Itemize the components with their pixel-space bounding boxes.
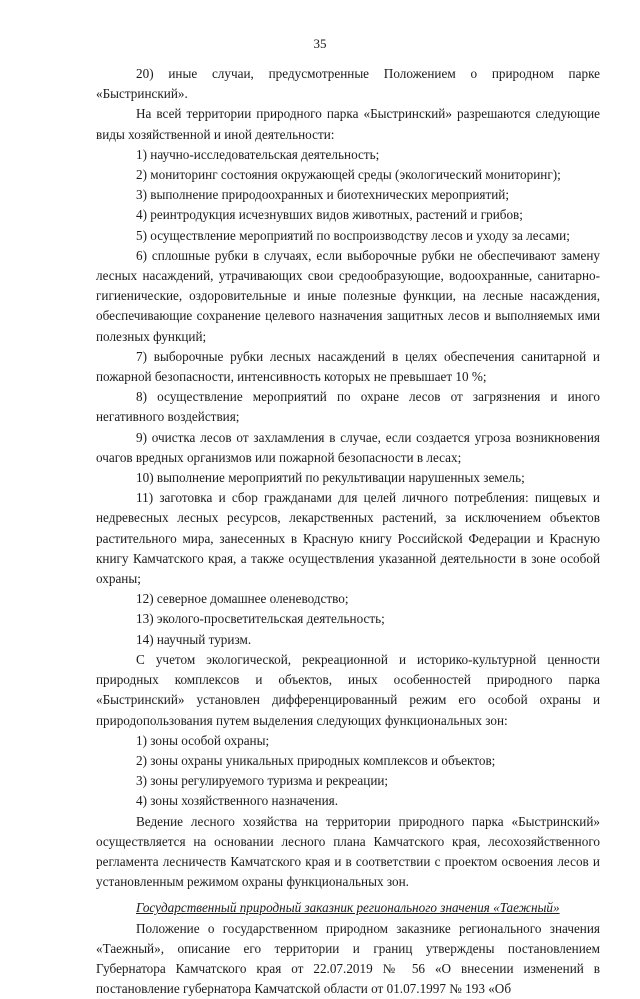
list-item: 2) мониторинг состояния окружающей среды (экологический мониторинг); bbox=[136, 167, 561, 183]
list-item: 6) сплошные рубки в случаях, если выборочные рубки не обеспечивают замену лесных насаждений, утрачивающих свои средообразующие, водоохранные, санитарно-гигиенические, оздоровительные и иные полезные функции, на лесные насаждения, обеспечивающие сохранение целевого назначения защитных лесов и выполняемых ими полезных функций; bbox=[96, 247, 600, 344]
list-item: 5) осуществление мероприятий по воспроизводству лесов и уходу за лесами; bbox=[136, 227, 570, 243]
list-item: 8) осуществление мероприятий по охране лесов от загрязнения и иного негативного воздействия; bbox=[96, 389, 600, 425]
page-number: 35 bbox=[313, 36, 327, 51]
list-item: 3) выполнение природоохранных и биотехнических мероприятий; bbox=[136, 187, 510, 203]
list-item: 9) очистка лесов от захламления в случае, если создается угроза возникновения очагов вредных организмов или пожарной безопасности в лесах; bbox=[96, 429, 600, 465]
paragraph: Положение о государственном природном заказнике регионального значения «Таежный», описание его территории и границ утверждены постановлением Губернатора Камчатского края от 22.07.2019 № 56 «О внесении изменений в постановление губернатора Камчатской области от 01.07.1997 № 193 «Об bbox=[96, 920, 600, 997]
list-item: 11) заготовка и сбор гражданами для целей личного потребления: пищевых и недревесных лесных ресурсов, лекарственных растений, за исключением объектов растительного мира, занесенных в Красную книгу Российской Федерации и Красную книгу Камчатского края, а также осуществления указанной деятельности в зоне особой охраны; bbox=[96, 490, 600, 587]
list-item: 14) научный туризм. bbox=[136, 631, 252, 647]
paragraph: Ведение лесного хозяйства на территории природного парка «Быстринский» осуществляется на основании лесного плана Камчатского края, лесохозяйственного регламента лесничеств Камчатского края и в соответствии с проектом освоения лесов и установленным режимом охраны функциональных зон. bbox=[96, 813, 600, 890]
document-body bbox=[96, 64, 600, 999]
list-item: 1) научно-исследовательская деятельность; bbox=[136, 146, 380, 162]
list-item: 12) северное домашнее оленеводство; bbox=[136, 591, 349, 607]
list-item: 10) выполнение мероприятий по рекультивации нарушенных земель; bbox=[136, 470, 525, 486]
list-item: 2) зоны охраны уникальных природных комплексов и объектов; bbox=[136, 752, 496, 768]
list-item: 13) эколого-просветительская деятельность; bbox=[136, 611, 385, 627]
list-item: 7) выборочные рубки лесных насаждений в целях обеспечения санитарной и пожарной безопасности, интенсивность которых не превышает 10 %; bbox=[96, 348, 600, 385]
list-item: 3) зоны регулируемого туризма и рекреации; bbox=[136, 773, 389, 789]
list-item: 4) зоны хозяйственного назначения. bbox=[136, 793, 339, 809]
section-title: Государственный природный заказник регионального значения «Таежный» bbox=[136, 900, 560, 916]
paragraph: С учетом экологической, рекреационной и историко-культурной ценности природных комплексов и объектов, иных особенностей природного парка «Быстринский» установлен дифференцированный режим его особой охраны и природопользования путем выделения следующих функциональных зон: bbox=[96, 651, 600, 728]
list-item: 1) зоны особой охраны; bbox=[136, 732, 270, 748]
paragraph: На всей территории природного парка «Быстринский» разрешаются следующие виды хозяйственной и иной деятельности: bbox=[96, 106, 600, 142]
list-item: 4) реинтродукция исчезнувших видов животных, растений и грибов; bbox=[136, 207, 523, 223]
paragraph: 20) иные случаи, предусмотренные Положением о природном парке «Быстринский». bbox=[96, 66, 600, 102]
